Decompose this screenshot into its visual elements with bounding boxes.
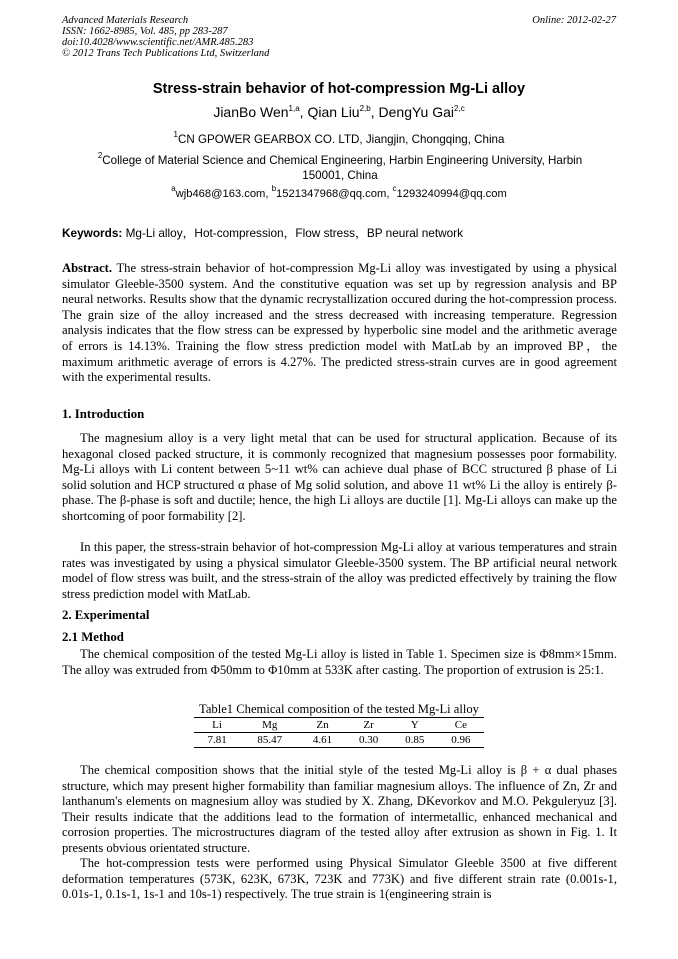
table-cell: 7.81 [194,733,240,748]
table-cell: 4.61 [299,733,345,748]
affiliation-2 [62,153,618,183]
method-paragraph-2: The chemical composition shows that the initial style of the tested Mg-Li alloy is β + α dual phases structure, which may present higher formability than familiar magnesium alloys. The influence of Zn, Zr and lanthanum's elements on magnesium alloy was studied by X. Zhang, DKevorkov and M.O. Pekguleryuz [3]. Their results indicate that the additions lead to the formation of intermetallic, enhanced mechanical and corrosion properties. The microstructures diagram of the tested alloy after extrusion as shown in Fig. 1. It presents obvious orientated structure. [62,763,617,855]
table-cell: 0.96 [438,733,484,748]
keywords-label: Keywords: [62,226,123,240]
method-paragraph-3: The hot-compression tests were performed using Physical Simulator Gleeble 3500 at five different deformation temperatures (573K, 623K, 673K, 723K and 773K) and five different strain rate (0.001s-1, 0.01s-1, 0.1s-1, 1s-1 and 10s-1) respectively. The true strain is 1(engineering strain is [62,856,617,902]
table-header-cell: Y [392,718,438,733]
affiliation-1 [0,132,678,147]
composition-table [194,717,484,748]
table-header-cell: Ce [438,718,484,733]
table-header-cell: Zn [299,718,345,733]
abstract-paragraph [62,261,617,386]
method-paragraph-1: The chemical composition of the tested Mg-Li alloy is listed in Table 1. Specimen size is Φ8mm×15mm. The alloy was extruded from Φ50mm to Φ10mm at 533K after casting. The proportion of extrusion is 25:1. [62,647,617,677]
author-sup: 2,c [454,104,465,113]
method-heading: 2.1 Method [62,630,124,644]
email-sup: b [271,184,277,193]
table-header-cell: Mg [240,718,299,733]
intro-paragraph-2: In this paper, the stress-strain behavior of hot-compression Mg-Li alloy at various temperatures and strain rates was investigated by using a physical simulator Gleeble-3500 system. The BP artificial neural network model of flow stress was built, and the stress-strain of the alloy was predicted effectively by training the flow stress prediction model with MatLab. [62,540,617,601]
author-list: JianBo Wen$^{1,a}$, Qian Liu$^{2,b}$, DengYu Gai$^{2,c}$ [213,104,465,120]
table-header-row [194,718,484,733]
journal-name: Advanced Materials Research [62,15,189,26]
email-link[interactable]: wjb468@163.com [175,188,266,200]
copyright-line: © 2012 Trans Tech Publications Ltd, Switzerland [62,48,270,59]
author-sup: 2,b [359,104,371,113]
table-row [194,733,484,748]
intro-heading: 1. Introduction [62,407,145,421]
issn-line: ISSN: 1662-8985, Vol. 485, pp 283-287 [62,26,228,37]
author-name: DengYu Gai [378,104,455,120]
author-sup: 1,a [288,104,300,113]
journal-header [62,15,269,59]
author-name: JianBo Wen [213,104,289,120]
table-header-cell: Li [194,718,240,733]
email-list: $^a$wjb468@163.com, $^b$1521347968@qq.com, $^c$1293240994@qq.com [171,184,507,200]
table-header-cell: Zr [346,718,392,733]
email-link[interactable]: 1521347968@qq.com [276,188,387,200]
affiliation-sup: 1 [173,130,178,139]
doi-line: doi:10.4028/www.scientific.net/AMR.485.283 [62,37,254,48]
email-sup: c [392,184,397,193]
abstract-label: Abstract. [62,261,113,275]
table-cell: 0.85 [392,733,438,748]
affiliation-sup: 2 [97,151,103,160]
table-caption: Table1 Chemical composition of the tested Mg-Li alloy [199,702,479,716]
affiliation-text-cont: 150001, China [302,169,378,182]
table-cell: 85.47 [240,733,299,748]
online-date: Online: 2012-02-27 [532,15,616,26]
email-link[interactable]: 1293240994@qq.com [396,188,507,200]
affiliation-text: College of Material Science and Chemical Engineering, Harbin Engineering University, Harbin [102,154,583,167]
keywords-text: Mg-Li alloy，Hot-compression，Flow stress，BP neural network [125,226,464,240]
paper-title: Stress-strain behavior of hot-compression Mg-Li alloy [152,81,526,97]
table-cell: 0.30 [346,733,392,748]
author-name: Qian Liu [307,104,360,120]
keywords-line [62,224,618,241]
intro-paragraph-1: The magnesium alloy is a very light metal that can be used for structural application. Because of its hexagonal closed packed structure, it is commonly recognized that magnesium possesses poor formability. Mg-Li alloys with Li content between 5~11 wt% can achieve dual phase of BCC structured β phase of Li solid solution and HCP structured α phase of Mg solid solution, and above 11 wt% Li the alloy is entirely β-phase. The β-phase is soft and ductile; hence, the high Li alloys are ductile [1]. Mg-Li alloys can make up the shortcoming of poor formability [2]. [62,431,617,523]
affiliation-text: CN GPOWER GEARBOX CO. LTD, Jiangjin, Chongqing, China [177,133,505,146]
abstract-text: The stress-strain behavior of hot-compression Mg-Li alloy was investigated by using a physical simulator Gleeble-3500 system. And the constitutive equation was set up by regression analysis and BP neural networks. Results show that the dynamic recrystallization occured during the hot-compression process. The grain size of the alloy increased and the stress decreased with increasing temperature. Regression analysis indicates that the flow stress can be expressed by hyperbolic sine model and the arithmetic average of errors is 14.13%. Training the flow stress prediction model with MatLab by an improved BP，the maximum arithmetic average of errors is 4.27%. The predicted stress-strain curves are in good agreement with the experimental results. [62,261,617,385]
experimental-heading: 2. Experimental [62,608,150,622]
email-sup: a [171,184,176,193]
